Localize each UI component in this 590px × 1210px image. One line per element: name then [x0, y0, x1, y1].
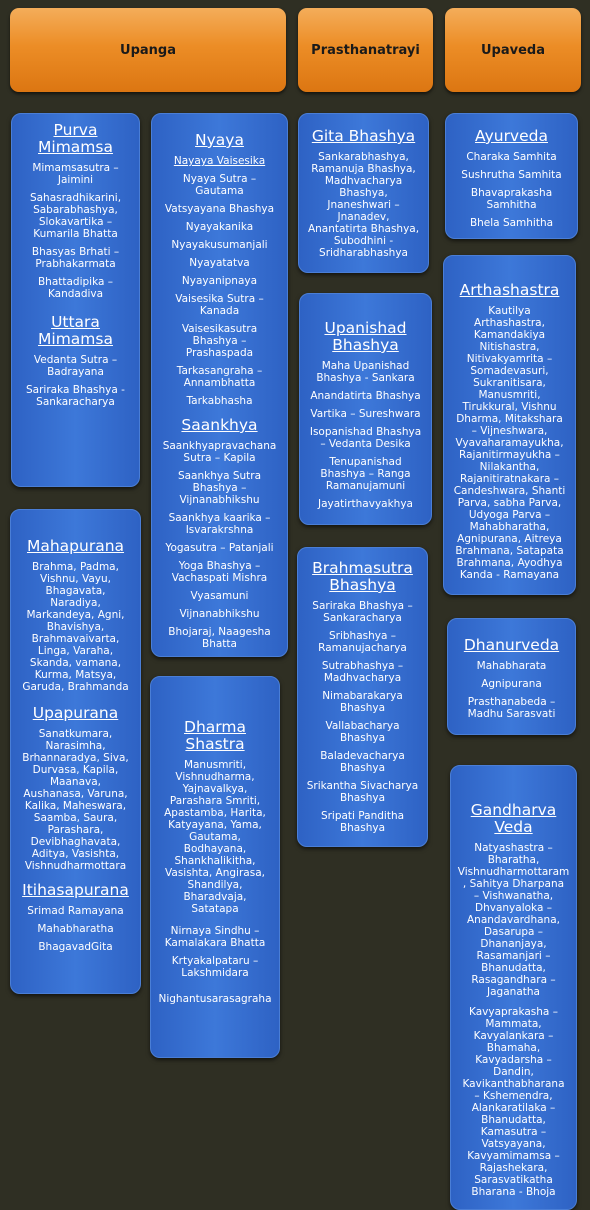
- card-item: Bhattadipika – Kandadiva: [37, 276, 114, 300]
- card-item: Sariraka Bhashya – Sankaracharya: [312, 600, 413, 624]
- card-item: Bhasyas Brhati – Prabhakarmata: [31, 246, 120, 270]
- card-item: Bhavaprakasha Samhitha: [470, 187, 553, 211]
- card-item: Charaka Samhita: [466, 151, 557, 163]
- card-item: Nimabarakarya Bhashya: [322, 690, 403, 714]
- header-prasthanatrayi: [298, 8, 433, 92]
- card-item: Nyayanipnaya: [181, 275, 258, 287]
- card-ayurveda: [445, 113, 578, 239]
- card-title: Arthashastra: [459, 281, 560, 299]
- card-title: Brahmasutra Bhashya: [312, 559, 413, 594]
- card-item: Kavyaprakasha – Mammata, Kavyalankara – Bhamaha, Kavyadarsha – Dandin, Kavikanthabharana – Kshemendra, Alankaratilaka – Bhanudatta, Kamasutra – Vatsyayana, Kavyamimamsa – Rajashekara, Sarasvatikatha Bharana - Bhoja: [462, 1006, 565, 1198]
- card-item: Vedanta Sutra – Badrayana: [33, 354, 118, 378]
- card-item: Isopanishad Bhashya – Vedanta Desika: [309, 426, 422, 450]
- card-title-secondary: Uttara Mimamsa: [38, 313, 113, 348]
- card-item: BhagavadGita: [38, 941, 113, 953]
- card-item: Vatsyayana Bhashya: [164, 203, 275, 215]
- card-item: Agnipurana: [481, 678, 542, 690]
- card-item: Nyayatatva: [189, 257, 250, 269]
- card-item: Anandatirta Bhashya: [310, 390, 421, 402]
- card-nyaya: [151, 113, 288, 657]
- card-item: Tarkabhasha: [186, 395, 253, 407]
- header-upaveda-label: Upaveda: [480, 42, 545, 58]
- card-item: Sribhashya – Ramanujacharya: [318, 630, 407, 654]
- card-brahmasutra-bhashya: [297, 547, 428, 847]
- card-title-secondary: Upapurana: [32, 704, 119, 722]
- card-item: Tarkasangraha – Annambhatta: [176, 365, 263, 389]
- card-item: Manusmriti, Vishnudharma, Yajnavalkya, Parashara Smriti, Apastamba, Harita, Katyayana, Yama, Gautama, Bodhayana, Shankhalikitha, Vasishta, Angirasa, Shandilya, Bharadvaja, Satatapa: [164, 759, 266, 915]
- card-title-secondary: Saankhya: [181, 416, 258, 434]
- card-item: Vaisesikasutra Bhashya – Prashaspada: [181, 323, 258, 359]
- card-item: Saankhyapravachana Sutra – Kapila: [162, 440, 277, 464]
- card-title: Gandharva Veda: [470, 801, 557, 836]
- card-item: Baladevacharya Bhashya: [320, 750, 405, 774]
- card-item: Nyaya Sutra – Gautama: [182, 173, 257, 197]
- card-item: Brahma, Padma, Vishnu, Vayu, Bhagavata, Naradiya, Markandeya, Agni, Bhavishya, Brahmavaivarta, Linga, Varaha, Skanda, vamana, Kurma, Matsya, Garuda, Brahmanda: [22, 561, 129, 693]
- card-item: Sutrabhashya – Madhvacharya: [321, 660, 404, 684]
- card-item: Mahabharata: [476, 660, 547, 672]
- card-dhanurveda: [447, 618, 576, 735]
- card-item: Nighantusarasagraha: [158, 993, 272, 1005]
- card-item: Nyayakanika: [185, 221, 254, 233]
- card-title: Dharma Shastra: [184, 718, 246, 753]
- card-title: Gita Bhashya: [311, 127, 416, 145]
- card-item: Sripati Panditha Bhashya: [320, 810, 405, 834]
- card-arthashastra: [443, 255, 576, 595]
- header-prasthanatrayi-label: Prasthanatrayi: [311, 42, 420, 58]
- card-item: Yoga Bhashya – Vachaspati Mishra: [171, 560, 268, 584]
- header-upanga-label: Upanga: [120, 42, 176, 58]
- header-upaveda: [445, 8, 581, 92]
- card-item: Tenupanishad Bhashya – Ranga Ramanujamuni: [320, 456, 411, 492]
- card-item: Mahabharatha: [37, 923, 114, 935]
- card-item: Srimad Ramayana: [27, 905, 124, 917]
- card-item: Nirnaya Sindhu – Kamalakara Bhatta: [164, 925, 266, 949]
- card-item: Sahasradhikarini, Sabarabhashya, Slokavartika – Kumarila Bhatta: [29, 192, 122, 240]
- card-title: Upanishad Bhashya: [324, 319, 407, 354]
- card-item: Nayaya Vaisesika: [173, 155, 266, 167]
- card-item: Saankhya kaarika – Isvarakrshna: [168, 512, 271, 536]
- card-item: Maha Upanishad Bhashya - Sankara: [316, 360, 415, 384]
- card-item: Kautilya Arthashastra, Kamandakiya Nitishastra, Nitivakyamrita – Somadevasuri, Sukranitisara, Manusmriti, Tirukkural, Vishnu Dharma, Mitakshara – Vijneshwara, Vyavaharamayukha, Rajanitirmayukha – Nilakantha, Rajanitiratnakara – Candeshwara, Shanti Parva, sabha Parva, Udyoga Parva – Mahabharatha, Agnipurana, Aitreya Brahmana, Satapata Brahmana, Ayodhya Kanda - Ramayana: [453, 305, 566, 581]
- card-title: Dhanurveda: [463, 636, 560, 654]
- card-item: Vaisesika Sutra – Kanada: [175, 293, 264, 317]
- card-item: Nyayakusumanjali: [171, 239, 268, 251]
- card-item: Saankhya Sutra Bhashya – Vijnanabhikshu: [177, 470, 262, 506]
- card-item: Sushrutha Samhita: [461, 169, 562, 181]
- card-title-tertiary: Itihasapurana: [22, 881, 129, 899]
- card-item: Mimamsasutra – Jaimini: [32, 162, 119, 186]
- card-mahapurana: [10, 509, 141, 994]
- card-item: Natyashastra – Bharatha, Vishnudharmottaram , Sahitya Dharpana – Vishwanatha, Dhvanyaloka – Anandavardhana, Dasarupa – Dhananjaya, Rasamanjari – Bhanudatta, Rasagandhara – Jaganatha: [457, 842, 570, 998]
- card-item: Vallabacharya Bhashya: [325, 720, 400, 744]
- card-item: Yogasutra – Patanjali: [165, 542, 274, 554]
- card-item: Bhela Samhitha: [469, 217, 554, 229]
- card-item: Srikantha Sivacharya Bhashya: [306, 780, 419, 804]
- card-item: Jayatirthavyakhya: [318, 498, 413, 510]
- card-item: Vijnanabhikshu: [179, 608, 260, 620]
- card-title: Purva Mimamsa: [38, 121, 113, 156]
- card-gita-bhashya: [298, 113, 429, 273]
- card-upanishad-bhashya: [299, 293, 432, 525]
- card-dharma-shastra: [150, 676, 280, 1058]
- card-item: Prasthanabeda – Madhu Sarasvati: [467, 696, 556, 720]
- card-purva-mimamsa: [11, 113, 140, 487]
- header-upanga: [10, 8, 286, 92]
- card-title: Ayurveda: [475, 127, 548, 145]
- card-item: Krtyakalpataru – Lakshmidara: [171, 955, 259, 979]
- card-item: Vartika – Sureshwara: [310, 408, 421, 420]
- card-item: Bhojaraj, Naagesha Bhatta: [168, 626, 271, 650]
- card-title: Nyaya: [195, 131, 244, 149]
- card-title: Mahapurana: [26, 537, 125, 555]
- card-item: Sanatkumara, Narasimha, Brhannaradya, Siva, Durvasa, Kapila, Maanava, Aushanasa, Varuna, Kalika, Maheswara, Saamba, Saura, Parashara, Devibhaghavata, Aditya, Vasishta, Vishnudharmottara: [22, 728, 129, 872]
- card-gandharva-veda: [450, 765, 577, 1210]
- card-item: Sariraka Bhashya - Sankaracharya: [26, 384, 125, 408]
- card-item: Vyasamuni: [190, 590, 249, 602]
- card-item: Sankarabhashya, Ramanuja Bhashya, Madhvacharya Bhashya, Jnaneshwari – Jnanadev, Anantatirta Bhashya, Subodhini - Sridharabhashya: [307, 151, 420, 259]
